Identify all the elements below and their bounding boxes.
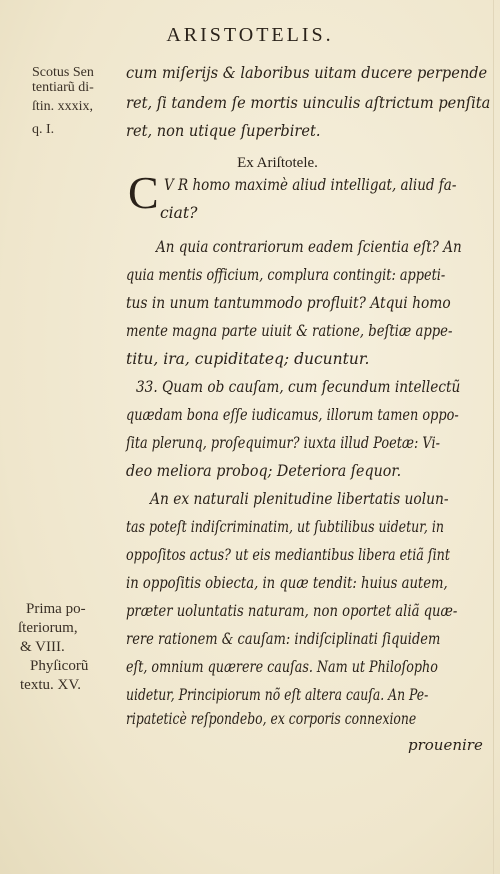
- text-line: oppoſitos actus? ut eis mediantibus libera etiã ſint: [126, 546, 450, 564]
- text-line: 33. Quam ob cauſam, cum ſecundum intellectũ: [136, 378, 461, 396]
- text-line: uidetur, Principiorum nõ eſt altera cauſa. An Pe-: [126, 686, 429, 704]
- text-line: tus in unum tantummodo profluit? Atqui homo: [126, 294, 451, 312]
- text-line: eſt, omnium quærere cauſas. Nam ut Philoſopho: [126, 658, 438, 676]
- text-line: rere rationem & cauſam: indiſciplinati ſiquidem: [126, 630, 441, 648]
- text-line: ret, non utique ſuperbiret.: [126, 122, 321, 140]
- margin-note-line: ſteriorum,: [18, 620, 78, 636]
- text-line: cum miſerijs & laboribus uitam ducere perpende: [126, 64, 488, 82]
- text-line: ripateticè reſpondebo, ex corporis connexione: [126, 710, 417, 728]
- text-line: mente magna parte uiuit & ratione, beſtiæ appe-: [126, 322, 453, 340]
- margin-note-prima: [18, 600, 88, 695]
- text-line: V R homo maximè aliud intelligat, aliud fa-: [164, 176, 457, 194]
- margin-note-line: Phyſicorũ: [30, 658, 89, 674]
- margin-note-line: ſtin. xxxix,: [32, 99, 94, 114]
- margin-note-line: textu. XV.: [20, 677, 81, 693]
- margin-note-line: Scotus Sen: [32, 65, 94, 80]
- margin-note-line: Prima po-: [26, 601, 86, 617]
- text-line: ciat?: [160, 204, 198, 222]
- running-head: ARISTOTELIS.: [166, 24, 334, 46]
- text-line: tas poteſt indiſcriminatim, ut ſubtilibus uidetur, in: [126, 518, 444, 536]
- text-line: titu, ira, cupiditateq; ducuntur.: [126, 350, 370, 368]
- text-line: ret, ſi tandem ſe mortis uinculis aſtrictum penſita: [126, 94, 491, 112]
- text-line: ſita plerunq, proſequimur? iuxta illud Poetæ: Vi-: [126, 434, 440, 452]
- text-line: præter uoluntatis naturam, non oportet aliã quæ-: [126, 602, 458, 620]
- drop-initial: C: [128, 167, 159, 218]
- margin-note-line: q. I.: [32, 122, 55, 137]
- text-line: An quia contrariorum eadem ſcientia eſt? An: [156, 238, 462, 256]
- text-line: quædam bona eſſe iudicamus, illorum tamen oppo-: [126, 406, 459, 424]
- text-line: An ex naturali plenitudine libertatis uolun-: [150, 490, 449, 508]
- text-line: deo meliora proboq; Deteriora ſequor.: [126, 462, 402, 480]
- catchword: prouenire: [408, 736, 483, 754]
- text-line: in oppoſitis obiecta, in quæ tendit: huius autem,: [126, 574, 448, 592]
- margin-note-scotus: [32, 64, 94, 138]
- margin-note-line: & VIII.: [20, 639, 65, 655]
- margin-note-line: tentiarũ di-: [32, 80, 94, 95]
- text-line: quia mentis officium, complura contingit: appeti-: [126, 266, 446, 284]
- section-subheading: Ex Ariſtotele.: [237, 155, 318, 171]
- page-edge: [493, 0, 494, 874]
